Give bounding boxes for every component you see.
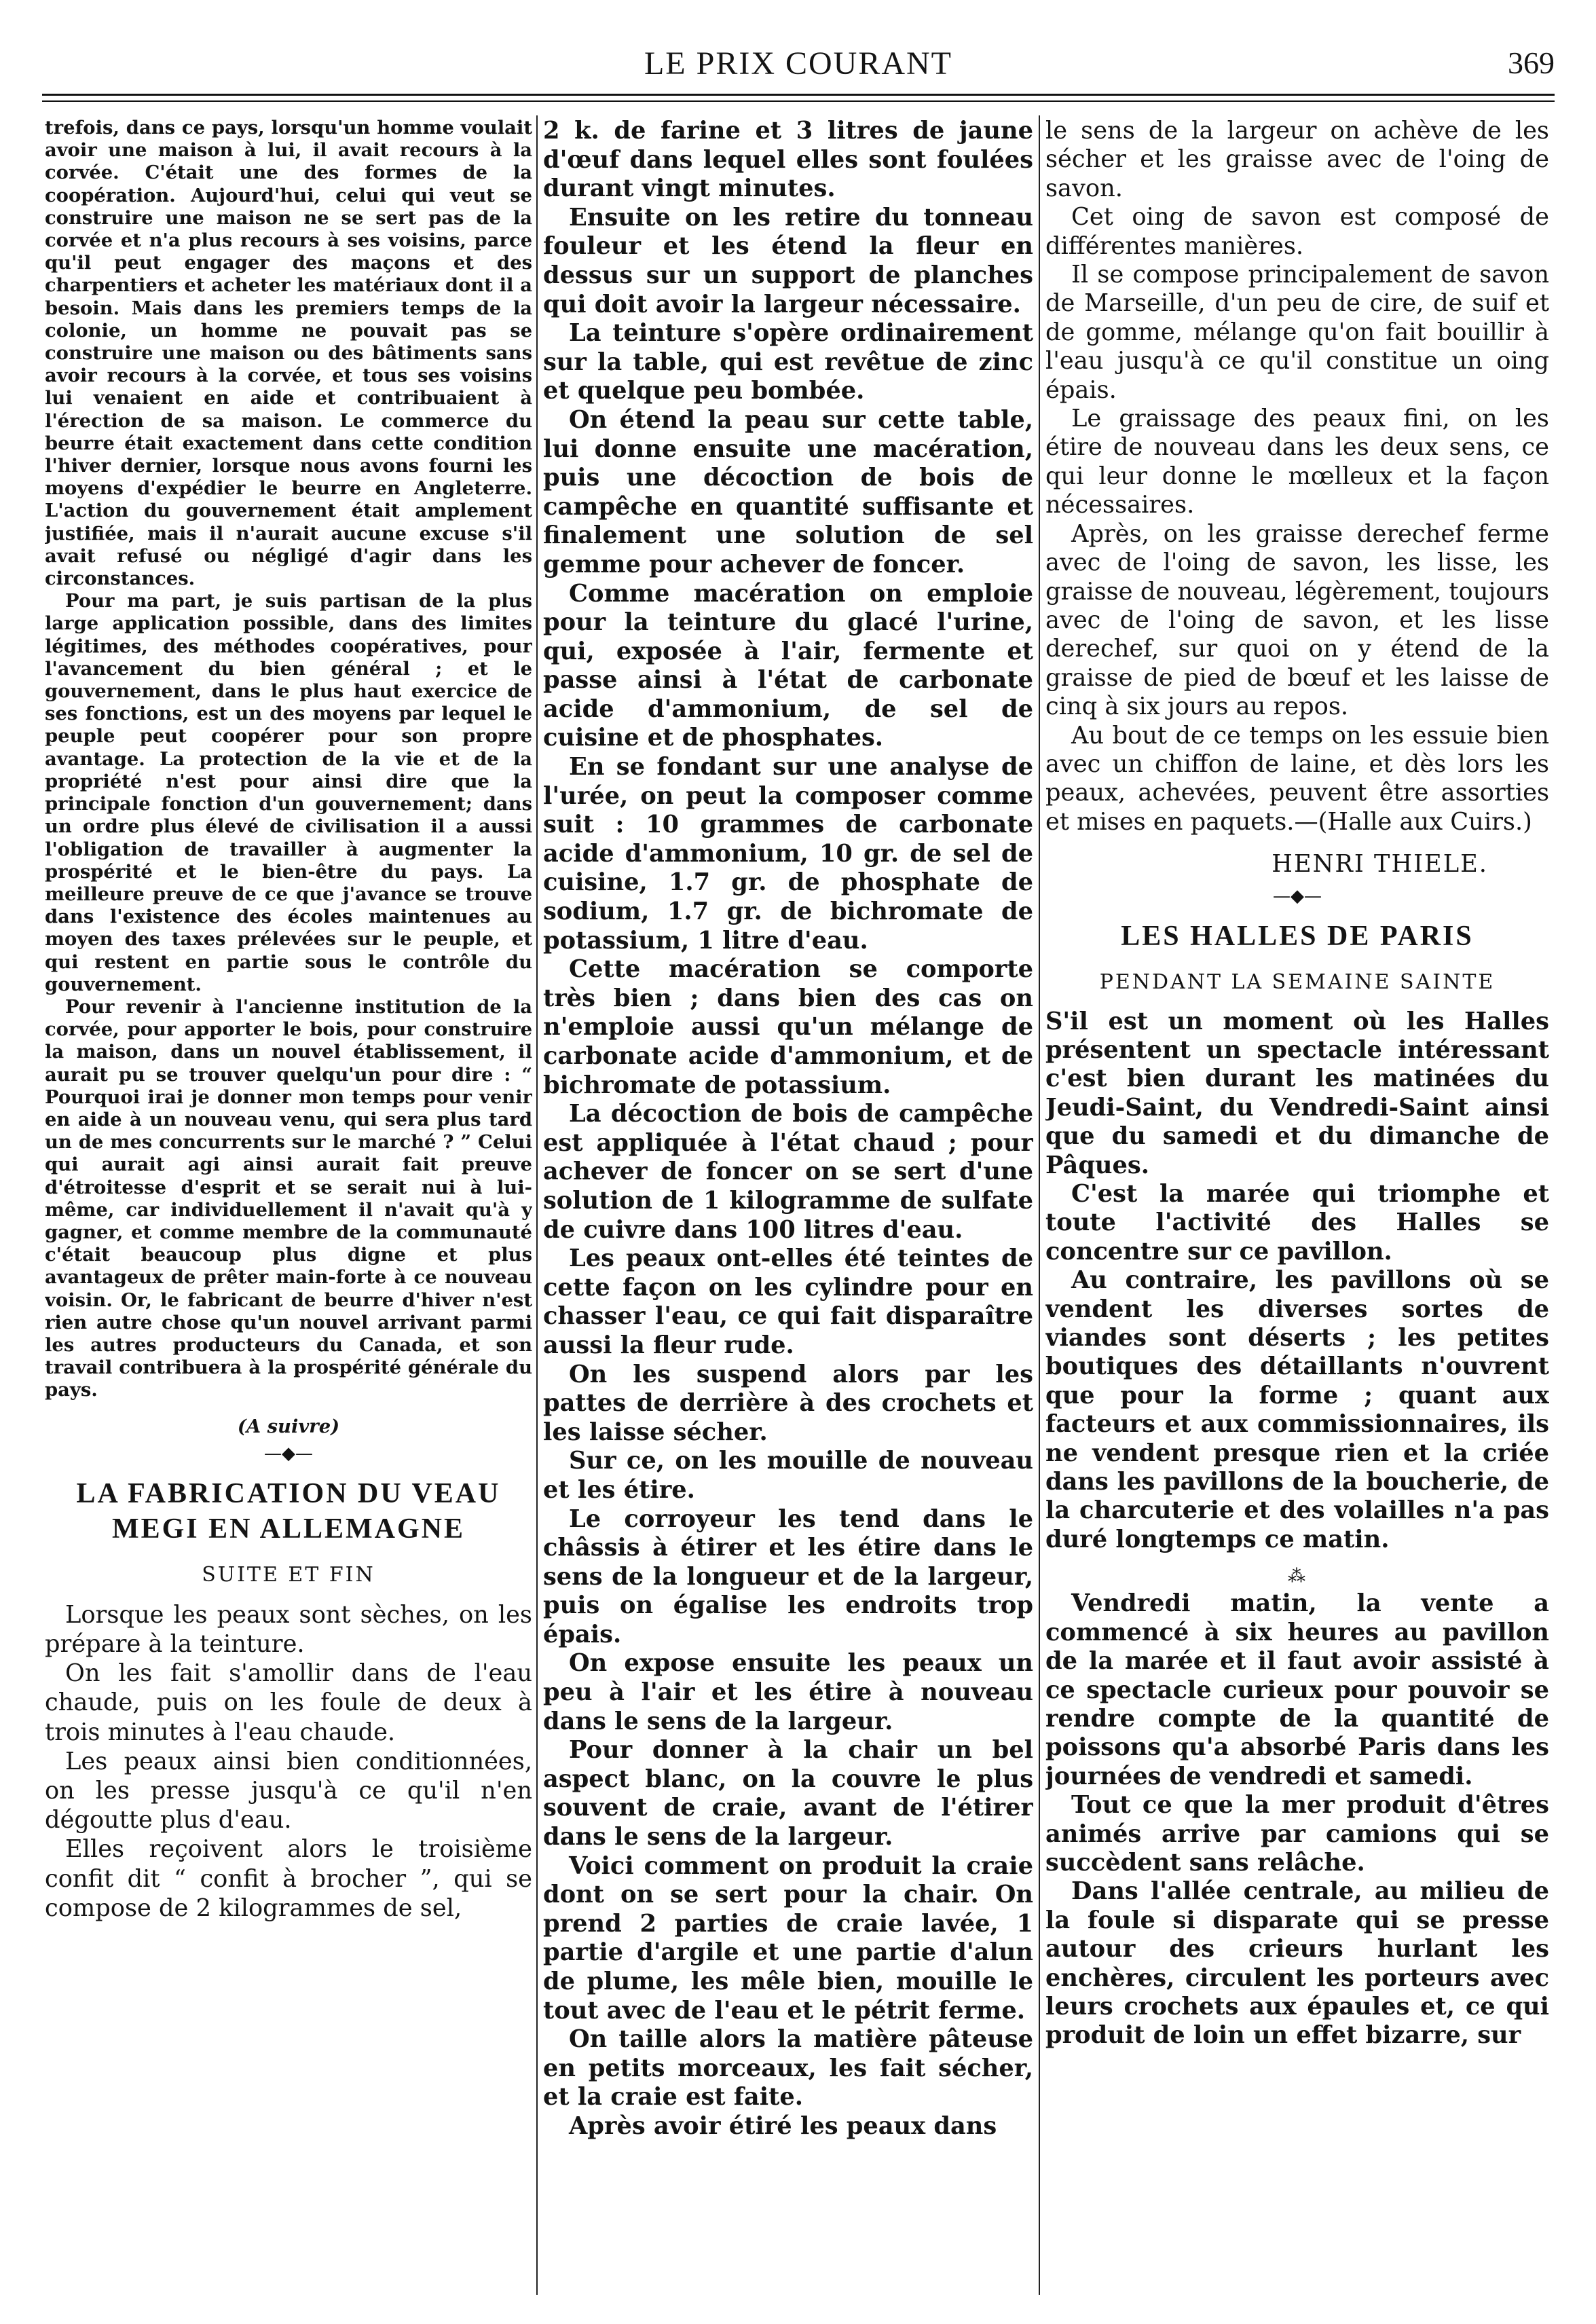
article-paragraph: le sens de la largeur on achève de les sécher et les graisse avec de l'oing de savon.: [1045, 117, 1549, 202]
article-paragraph: C'est la marée qui triomphe et toute l'activité des Halles se concentre sur ce pavillon.: [1045, 1180, 1549, 1266]
article-paragraph: Cette macération se comporte très bien ; dans bien des cas on n'emploie aussi qu'un mélange de carbonate acide d'ammonium, et de bichromate de potassium.: [543, 955, 1033, 1099]
page-header: [42, 39, 1555, 94]
article-paragraph: Comme macération on emploie pour la teinture du glacé l'urine, qui, exposée à l'air, fermente et passe ainsi à l'état de carbonate acide d'ammonium, de sel de cuisine et de phosphates.: [543, 579, 1033, 752]
article-paragraph: Après, on les graisse derechef ferme avec de l'oing de savon, les lisse, les graisse de nouveau, légèrement, toujours avec de l'oing de savon, et les lisse derechef, sur quoi on y étend de la graisse de pied de bœuf et les laisse de cinq à six jours au repos.: [1045, 519, 1549, 721]
article-paragraph: Vendredi matin, la vente a commencé à six heures au pavillon de la marée et il faut avoir assisté à ce spectacle curieux pour pouvoir se rendre compte de la quantité de poissons qu'a absorbé Paris dans les journées de vendredi et samedi.: [1045, 1589, 1549, 1790]
article-paragraph: Cet oing de savon est composé de différentes manières.: [1045, 203, 1549, 260]
article-paragraph: On les fait s'amollir dans de l'eau chaude, puis on les foule de deux à trois minutes à l'eau chaude.: [45, 1659, 532, 1746]
veal-article-body: [45, 1600, 532, 1923]
article-paragraph: Ensuite on les retire du tonneau fouleur et les étend la fleur en dessus sur un support de planches qui doit avoir la largeur nécessaire.: [543, 203, 1033, 318]
column-divider: [1039, 115, 1040, 2295]
section-ornament: —◆—: [264, 1443, 313, 1464]
article-paragraph: trefois, dans ce pays, lorsqu'un homme voulait avoir une maison à lui, il avait recours à la corvée. C'était une des formes de la coopération. Aujourd'hui, celui qui veut se construire une maison ne se sert pas de la corvée et n'a plus recours à ses voisins, parce qu'il peut engager des maçons et des charpentiers et acheter les matériaux dont il a besoin. Mais dans les premiers temps de la colonie, un homme ne pouvait pas se construire une maison ou des bâtiments sans avoir recours à la corvée, et tous ses voisins lui venaient en aide et contribuaient à l'érection de sa maison. Le commerce du beurre était exactement dans cette condition l'hiver dernier, lorsque nous avons fourni les moyens d'expédier le beurre en Angleterre. L'action du gouvernement était amplement justifiée, mais il n'aurait aucune excuse s'il avait refusé ou négligé d'agir dans les circonstances.: [45, 117, 532, 590]
headline-line: MEGI EN ALLEMAGNE: [111, 1513, 466, 1545]
article-paragraph: Les peaux ainsi bien conditionnées, on les presse jusqu'à ce qu'il n'en dégoutte plus d'eau.: [45, 1747, 532, 1834]
halles-article-body: [1045, 1008, 1549, 2050]
article-paragraph: Le graissage des peaux fini, on les étire de nouveau dans les deux sens, ce qui leur donne le mœlleux et la façon nécessaires.: [1045, 405, 1549, 519]
article-paragraph: Dans l'allée centrale, au milieu de la foule si disparate qui se presse autour des crieurs hurlant les enchères, circulent les porteurs avec leurs crochets aux épaules et, ce qui produit de loin un effet bizarre, sur: [1045, 1877, 1549, 2050]
article-paragraph: La décoction de bois de campêche est appliquée à l'état chaud ; pour achever de foncer on se sert d'une solution de 1 kilogramme de sulfate de cuivre dans 100 litres d'eau.: [543, 1100, 1033, 1244]
section-ornament: —◆—: [1273, 885, 1322, 906]
article-paragraph: Il se compose principalement de savon de Marseille, d'un peu de cire, de suif et de gomme, mélange qu'on fait bouillir à l'eau jusqu'à ce qu'il constitue un oing épais.: [1045, 261, 1549, 404]
article-paragraph: Tout ce que la mer produit d'êtres animés arrive par camions qui se succèdent sans relâche.: [1045, 1791, 1549, 1877]
asterism-divider: ⁂: [1288, 1566, 1307, 1587]
article-headline: [45, 1476, 532, 1547]
article-paragraph: 2 k. de farine et 3 litres de jaune d'œuf dans lequel elles sont foulées durant vingt minutes.: [543, 117, 1033, 203]
article-paragraph: Lorsque les peaux sont sèches, on les prépare à la teinture.: [45, 1600, 532, 1658]
to-follow-note: (A suivre): [237, 1415, 340, 1437]
header-rule-bottom: [42, 100, 1555, 102]
article-paragraph: On les suspend alors par les pattes de derrière à des crochets et les laisse sécher.: [543, 1360, 1033, 1446]
article-paragraph: Au bout de ce temps on les essuie bien avec un chiffon de laine, et dès lors les peaux, achevées, peuvent être assorties et mises en paquets.—(Halle aux Cuirs.): [1045, 721, 1549, 836]
article-paragraph: Voici comment on produit la craie dont on se sert pour la chair. On prend 2 parties de craie lavée, 1 partie d'argile et une partie d'alun de plume, les mêle bien, mouille le tout avec de l'eau et le pétrit ferme.: [543, 1851, 1033, 2025]
header-rule-top: [42, 94, 1555, 96]
article-paragraph: On taille alors la matière pâteuse en petits morceaux, les fait sécher, et la craie est faite.: [543, 2025, 1033, 2111]
column-2: [543, 117, 1033, 2289]
article-paragraph: Après avoir étiré les peaux dans: [569, 2111, 997, 2140]
headline-line: LA FABRICATION DU VEAU: [76, 1477, 501, 1509]
article-paragraph: Pour donner à la chair un bel aspect blanc, on la couvre le plus souvent de craie, avant de l'étirer dans le sens de la largeur.: [543, 1736, 1033, 1851]
article-paragraph: Elles reçoivent alors le troisième confit dit “ confit à brocher ”, qui se compose de 2 kilogrammes de sel,: [45, 1835, 532, 1922]
article-paragraph: Sur ce, on les mouille de nouveau et les étire.: [543, 1447, 1033, 1504]
article-paragraph: Pour ma part, je suis partisan de la plus large application possible, dans des limites légitimes, des méthodes coopératives, pour l'avancement du bien général ; et le gouvernement, dans le plus haut exercice de ses fonctions, est un des moyens par lequel le peuple peut coopérer pour son propre avantage. La protection de la vie et de la propriété n'est pour ainsi dire que la principale fonction d'un gouvernement; dans un ordre plus élevé de civilisation il a aussi l'obligation de travailler à augmenter la prospérité et le bien-être du pays. La meilleure preuve de ce que j'avance se trouve dans l'existence des écoles maintenues au moyen des taxes prélevées sur le peuple, et qui restent en partie sous le contrôle du gouvernement.: [45, 590, 532, 995]
article-paragraph: Le corroyeur les tend dans le châssis à étirer et les étire dans le sens de la longueur et de la largeur, puis on égalise les endroits trop épais.: [543, 1505, 1033, 1648]
article-kicker: PENDANT LA SEMAINE SAINTE: [1099, 970, 1496, 994]
article-paragraph: La teinture s'opère ordinairement sur la table, qui est revêtue de zinc et quelque peu bombée.: [543, 319, 1033, 405]
article-paragraph: On étend la peau sur cette table, lui donne ensuite une macération, puis une décoction de bois de campêche en quantité suffisante et finalement une solution de sel gemme pour achever de foncer.: [543, 405, 1033, 578]
column-3: [1045, 117, 1549, 2289]
article-paragraph: S'il est un moment où les Halles présentent un spectacle intéressant c'est bien durant les matinées du Jeudi-Saint, du Vendredi-Saint ainsi que du samedi et du dimanche de Pâques.: [1045, 1007, 1549, 1179]
author-signature: HENRI THIELE.: [1272, 850, 1488, 879]
article-paragraph: Au contraire, les pavillons où se vendent les diverses sortes de viandes sont déserts ; les petites boutiques des détaillants n'ouvrent que pour la forme ; quant aux facteurs et aux commissionnaires, ils ne vendent presque rien et la criée dans les pavillons de la boucherie, de la charcuterie et des volailles n'a pas duré longtemps ce matin.: [1045, 1266, 1549, 1553]
page-number: 369: [1508, 45, 1555, 80]
article-paragraph: On expose ensuite les peaux un peu à l'air et les étire à nouveau dans le sens de la largeur.: [543, 1649, 1033, 1735]
article-kicker: SUITE ET FIN: [202, 1562, 375, 1587]
column-1: [45, 117, 532, 2289]
publication-title: LE PRIX COURANT: [644, 45, 952, 81]
column-divider: [536, 115, 538, 2295]
article-paragraph: En se fondant sur une analyse de l'urée, on peut la composer comme suit : 10 grammes de carbonate acide d'ammonium, 10 gr. de sel de cuisine, 1.7 gr. de phosphate de sodium, 1.7 gr. de bichromate de potassium, 1 litre d'eau.: [543, 753, 1033, 955]
article-paragraph: Pour revenir à l'ancienne institution de la corvée, pour apporter le bois, pour construire la maison, dans un nouvel établissement, il aurait pu se trouver quelqu'un pour dire : “ Pourquoi irai je donner mon temps pour venir en aide à un nouveau venu, qui sera plus tard un de mes concurrents sur le marché ? ” Celui qui aurait agi ainsi aurait fait preuve d'étroitesse d'esprit et se serait nui à lui-même, car individuellement il n'avait qu'à y gagner, et comme membre de la communauté c'était beaucoup plus digne et plus avantageux de prêter main-forte à ce nouveau voisin. Or, le fabricant de beurre d'hiver n'est rien autre chose qu'un nouvel arrivant parmi les autres producteurs du Canada, et son travail contribuera à la prospérité générale du pays.: [45, 995, 532, 1401]
cooperation-article-continuation: [45, 117, 532, 1438]
article-paragraph: Les peaux ont-elles été teintes de cette façon on les cylindre pour en chasser l'eau, ce qui fait disparaître aussi la fleur rude.: [543, 1244, 1033, 1359]
article-headline: LES HALLES DE PARIS: [1121, 920, 1474, 952]
